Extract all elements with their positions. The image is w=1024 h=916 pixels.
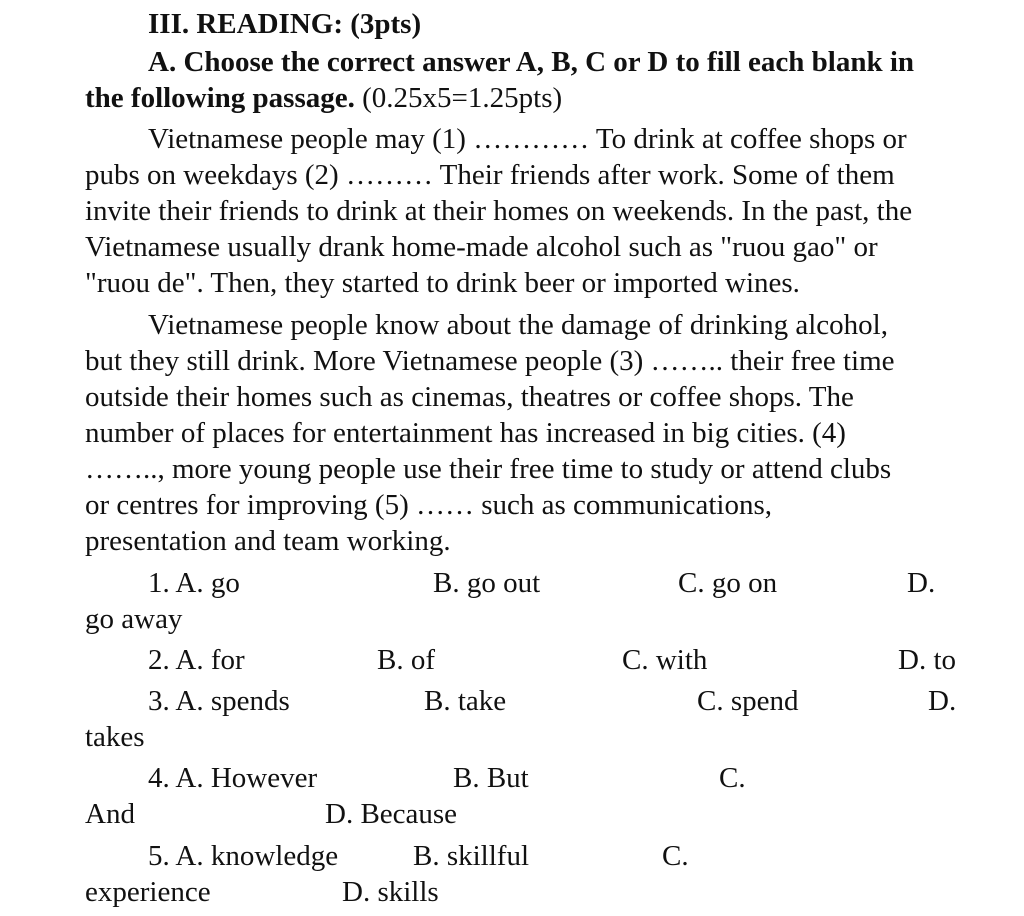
passage-p2-line: Vietnamese people know about the damage of drinking alcohol,: [148, 309, 888, 341]
q1-option-d: D.: [907, 567, 936, 599]
passage-p2-line: presentation and team working.: [85, 525, 451, 557]
q1-option-a: 1. A. go: [148, 567, 240, 599]
q1-option-b: B. go out: [433, 567, 541, 599]
section-heading: III. READING: (3pts): [148, 8, 422, 40]
q2-option-d: D. to: [898, 644, 956, 676]
q1-option-d-wrap: go away: [85, 603, 183, 635]
instruction-line-1: A. Choose the correct answer A, B, C or D to fill each blank in: [148, 46, 915, 78]
q4-option-d: D. Because: [325, 798, 458, 830]
instruction-bold: the following passage.: [85, 82, 355, 114]
q5-option-b: B. skillful: [413, 840, 530, 872]
passage-p2-line: outside their homes such as cinemas, theatres or coffee shops. The: [85, 381, 854, 413]
q3-option-b: B. take: [424, 685, 507, 717]
passage-p2-line: or centres for improving (5) …… such as communications,: [85, 489, 772, 521]
q4-option-c: C.: [719, 762, 746, 794]
q4-option-b: B. But: [453, 762, 529, 794]
passage-p1-line: pubs on weekdays (2) ……… Their friends after work. Some of them: [85, 159, 895, 191]
q4-option-a: 4. A. However: [148, 762, 318, 794]
passage-p1-line: "ruou de". Then, they started to drink beer or imported wines.: [85, 267, 800, 299]
q5-option-c: C.: [662, 840, 689, 872]
passage-p1-line: Vietnamese people may (1) ………… To drink at coffee shops or: [148, 123, 907, 155]
instruction-points: (0.25x5=1.25pts): [354, 82, 563, 114]
instruction-line-2: [85, 80, 562, 116]
passage-p2-line: …….., more young people use their free time to study or attend clubs: [85, 453, 892, 485]
passage-p1-line: invite their friends to drink at their homes on weekends. In the past, the: [85, 195, 913, 227]
q3-option-d-wrap: takes: [85, 721, 145, 753]
q3-option-c: C. spend: [697, 685, 799, 717]
passage-p2-line: number of places for entertainment has increased in big cities. (4): [85, 417, 846, 449]
q5-option-c-wrap: experience: [85, 876, 211, 908]
passage-p1-line: Vietnamese usually drank home-made alcohol such as "ruou gao" or: [85, 231, 878, 263]
q3-option-a: 3. A. spends: [148, 685, 290, 717]
q2-option-a: 2. A. for: [148, 644, 245, 676]
q4-option-c-wrap: And: [85, 798, 135, 830]
q1-option-c: C. go on: [678, 567, 778, 599]
q2-option-c: C. with: [622, 644, 708, 676]
passage-p2-line: but they still drink. More Vietnamese people (3) …….. their free time: [85, 345, 895, 377]
q3-option-d: D.: [928, 685, 957, 717]
q5-option-a: 5. A. knowledge: [148, 840, 339, 872]
q5-option-d: D. skills: [342, 876, 439, 908]
q2-option-b: B. of: [377, 644, 435, 676]
